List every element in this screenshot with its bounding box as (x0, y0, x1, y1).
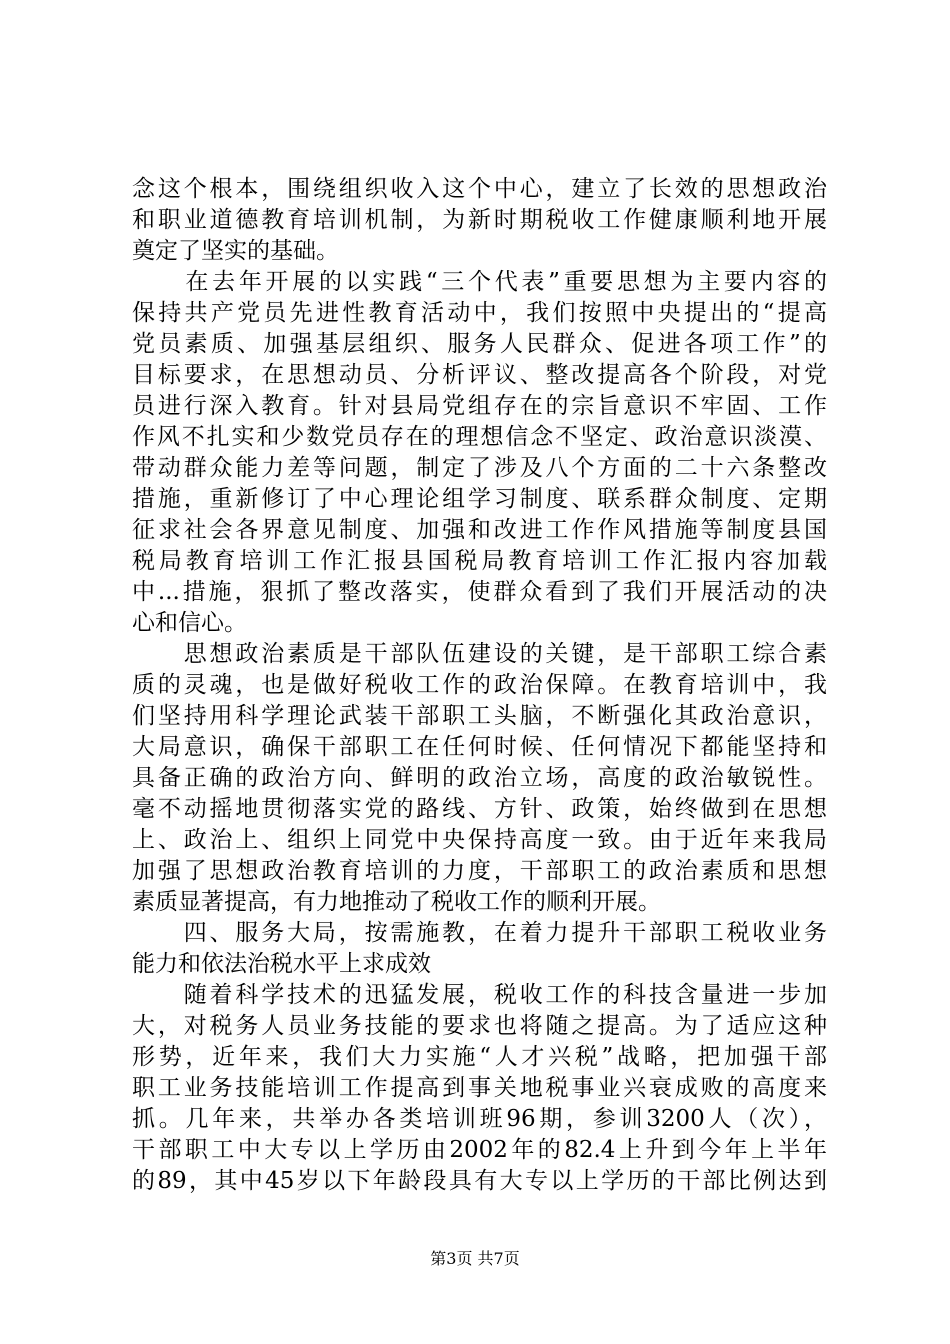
text-line: 作风不扎实和少数党员存在的理想信念不坚定、政治意识淡漠、 (132, 424, 827, 450)
page-number-footer: 第3页 共7页 (430, 1249, 520, 1268)
text-line: 职工业务技能培训工作提高到事关地税事业兴衰成败的高度来 (132, 1075, 827, 1101)
text-line: 保持共产党员先进性教育活动中，我们按照中央提出的“提高 (132, 300, 827, 326)
text-line: 干部职工中大专以上学历由2002年的82.4上升到今年上半年 (132, 1137, 827, 1163)
text-line: 和职业道德教育培训机制，为新时期税收工作健康顺利地开展 (132, 207, 827, 233)
text-line: 大，对税务人员业务技能的要求也将随之提高。为了适应这种 (132, 1013, 827, 1039)
text-line: 具备正确的政治方向、鲜明的政治立场，高度的政治敏锐性。 (132, 765, 827, 791)
text-line: 们坚持用科学理论武装干部职工头脑，不断强化其政治意识， (132, 703, 827, 729)
text-line: 目标要求，在思想动员、分析评议、整改提高各个阶段，对党 (132, 362, 827, 388)
text-line: 上、政治上、组织上同党中央保持高度一致。由于近年来我局 (132, 827, 827, 853)
text-line: 的89，其中45岁以下年龄段具有大专以上学历的干部比例达到 (132, 1168, 827, 1194)
text-line: 思想政治素质是干部队伍建设的关键，是干部职工综合素 (132, 641, 827, 667)
text-line: 随着科学技术的迅猛发展，税收工作的科技含量进一步加 (132, 982, 827, 1008)
text-line: 税局教育培训工作汇报县国税局教育培训工作汇报内容加载 (132, 548, 827, 574)
text-line: 征求社会各界意见制度、加强和改进工作作风措施等制度县国 (132, 517, 827, 543)
body-text (132, 174, 827, 1197)
text-line: 素质显著提高，有力地推动了税收工作的顺利开展。 (132, 889, 661, 915)
text-line: 党员素质、加强基层组织、服务人民群众、促进各项工作”的 (132, 331, 827, 357)
text-line: 能力和依法治税水平上求成效 (132, 951, 431, 977)
text-line: 在去年开展的以实践“三个代表”重要思想为主要内容的 (132, 269, 827, 295)
text-line: 大局意识，确保干部职工在任何时候、任何情况下都能坚持和 (132, 734, 827, 760)
text-line: 措施，重新修订了中心理论组学习制度、联系群众制度、定期 (132, 486, 827, 512)
text-line: 毫不动摇地贯彻落实党的路线、方针、政策，始终做到在思想 (132, 796, 827, 822)
text-line: 抓。几年来，共举办各类培训班96期，参训3200人（次）， (132, 1106, 827, 1132)
text-line: 质的灵魂，也是做好税收工作的政治保障。在教育培训中，我 (132, 672, 827, 698)
text-line: 带动群众能力差等问题，制定了涉及八个方面的二十六条整改 (132, 455, 827, 481)
text-line: 加强了思想政治教育培训的力度，干部职工的政治素质和思想 (132, 858, 827, 884)
text-line: 中...措施，狠抓了整改落实，使群众看到了我们开展活动的决 (132, 579, 827, 605)
text-line: 奠定了坚实的基础。 (132, 238, 339, 264)
text-line: 员进行深入教育。针对县局党组存在的宗旨意识不牢固、工作 (132, 393, 827, 419)
text-line: 念这个根本，围绕组织收入这个中心，建立了长效的思想政治 (132, 176, 827, 202)
text-line: 心和信心。 (132, 610, 247, 636)
text-line: 四、服务大局，按需施教，在着力提升干部职工税收业务 (132, 920, 827, 946)
text-line: 形势，近年来，我们大力实施“人才兴税”战略，把加强干部 (132, 1044, 827, 1070)
